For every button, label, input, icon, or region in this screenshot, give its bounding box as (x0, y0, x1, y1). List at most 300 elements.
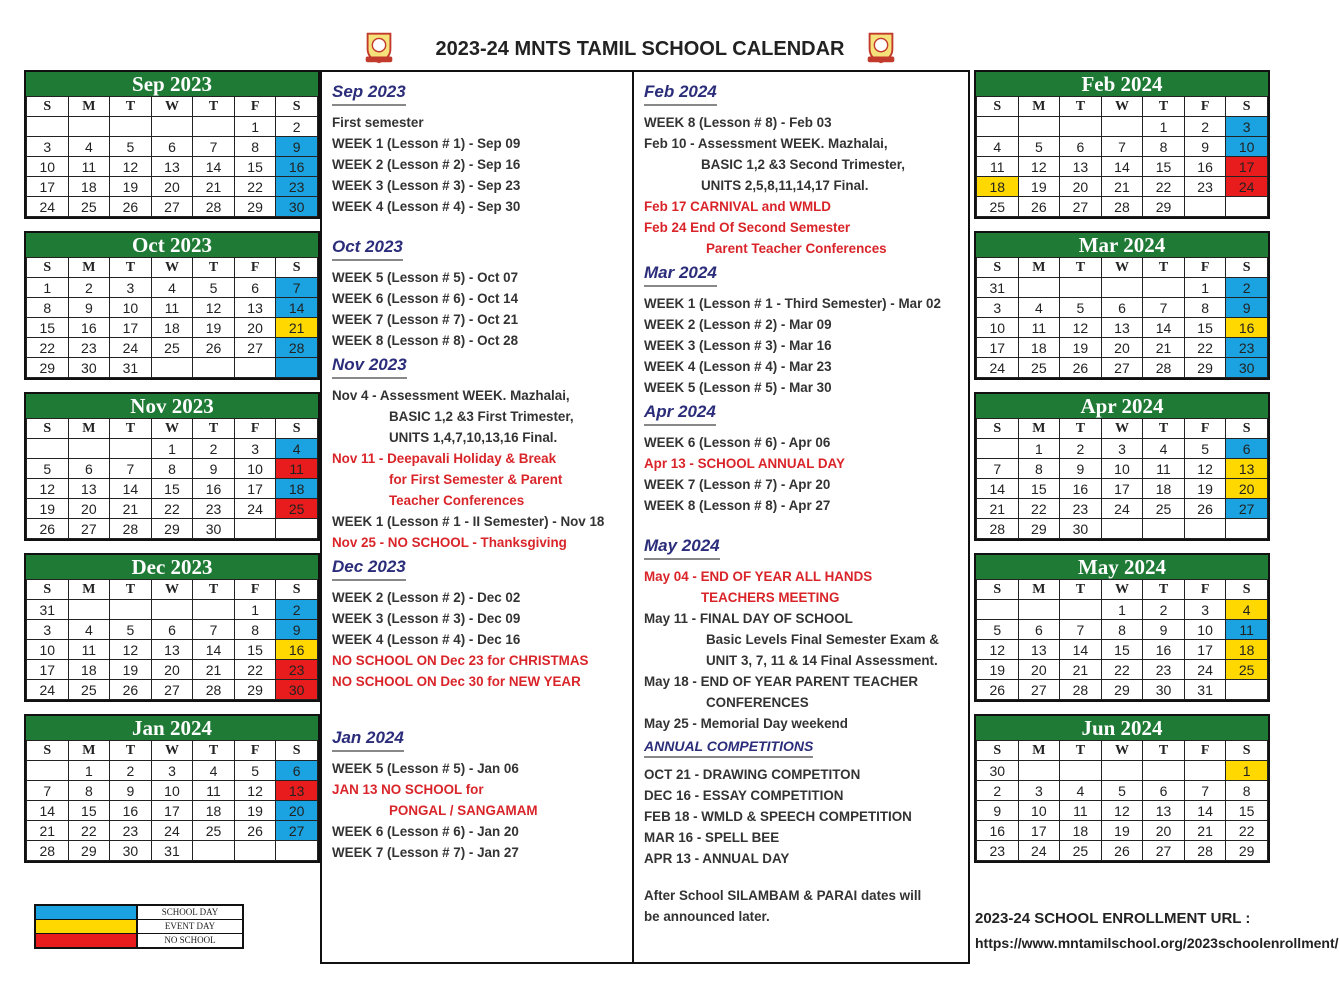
day-cell: 27 (151, 197, 193, 217)
week-row (27, 338, 318, 358)
day-cell: 19 (977, 660, 1019, 680)
weekday-header: M (1018, 741, 1060, 761)
day-cell: 11 (193, 781, 235, 801)
legend-swatch (36, 906, 138, 919)
section-wrapper (644, 398, 958, 432)
day-cell (977, 439, 1019, 459)
weekday-header: S (276, 419, 318, 439)
weekday-header: M (68, 580, 110, 600)
week-row (977, 781, 1268, 801)
day-cell: 12 (234, 781, 276, 801)
day-cell (1060, 761, 1102, 781)
day-cell: 17 (110, 318, 152, 338)
schedule-line: May 25 - Memorial Day weekend (644, 716, 848, 731)
day-cell: 23 (68, 338, 110, 358)
week-row (27, 479, 318, 499)
section-wrapper (644, 734, 958, 764)
weekday-header: M (68, 741, 110, 761)
schedule-line: WEEK 4 (Lesson # 4) - Dec 16 (332, 632, 521, 647)
section-heading: Mar 2024 (644, 263, 717, 287)
day-cell: 2 (276, 600, 318, 620)
month-calendar (974, 714, 1270, 863)
week-row (977, 298, 1268, 318)
day-cell: 3 (234, 439, 276, 459)
day-cell: 26 (110, 680, 152, 700)
week-row (27, 177, 318, 197)
day-cell (193, 358, 235, 378)
schedule-line: OCT 21 - DRAWING COMPETITON (644, 767, 861, 782)
event-line: Feb 17 CARNIVAL and WMLD (644, 199, 831, 214)
day-cell: 25 (193, 821, 235, 841)
day-cell: 2 (1184, 117, 1226, 137)
week-row (977, 117, 1268, 137)
weekday-header: M (1018, 97, 1060, 117)
day-cell: 5 (1101, 781, 1143, 801)
event-line: Nov 25 - NO SCHOOL - Thanksgiving (332, 535, 567, 550)
day-cell (27, 117, 69, 137)
day-cell: 23 (1184, 177, 1226, 197)
day-cell: 28 (27, 841, 69, 861)
day-cell: 10 (27, 157, 69, 177)
day-cell: 16 (110, 801, 152, 821)
day-cell: 24 (27, 197, 69, 217)
spacer (332, 708, 624, 724)
legend-row-school-day (36, 906, 242, 920)
week-row (27, 640, 318, 660)
day-cell: 22 (1143, 177, 1185, 197)
weekday-header: T (1060, 97, 1102, 117)
schedule-line: UNITS 2,5,8,11,14,17 Final. (701, 178, 869, 193)
schedule-line: WEEK 3 (Lesson # 3) - Dec 09 (332, 611, 521, 626)
day-cell: 12 (1184, 459, 1226, 479)
day-cell (151, 117, 193, 137)
day-cell: 13 (151, 157, 193, 177)
day-cell (1226, 197, 1268, 217)
weekday-header: T (193, 97, 235, 117)
spacer (644, 516, 958, 532)
day-cell: 5 (1018, 137, 1060, 157)
week-row (27, 318, 318, 338)
school-logo-icon (360, 28, 398, 66)
weekday-header: W (1101, 97, 1143, 117)
day-cell: 21 (1143, 338, 1185, 358)
week-row (27, 519, 318, 539)
day-cell: 3 (1226, 117, 1268, 137)
day-cell: 14 (276, 298, 318, 318)
weekday-header: T (1143, 580, 1185, 600)
day-cell: 26 (27, 519, 69, 539)
schedule-line: WEEK 6 (Lesson # 6) - Jan 20 (332, 824, 519, 839)
day-cell (27, 439, 69, 459)
week-row (27, 821, 318, 841)
day-cell: 27 (234, 338, 276, 358)
day-cell: 26 (110, 197, 152, 217)
month-calendar (24, 553, 320, 702)
day-cell (977, 600, 1019, 620)
day-cell (1143, 278, 1185, 298)
day-cell: 8 (1143, 137, 1185, 157)
day-cell: 30 (276, 680, 318, 700)
schedule-line: WEEK 7 (Lesson # 7) - Oct 21 (332, 312, 519, 327)
event-line: Parent Teacher Conferences (706, 241, 887, 256)
week-row (27, 781, 318, 801)
day-cell: 9 (977, 801, 1019, 821)
weekday-header: T (110, 258, 152, 278)
day-cell: 27 (1018, 680, 1060, 700)
day-cell: 6 (1143, 781, 1185, 801)
day-cell: 19 (193, 318, 235, 338)
day-cell: 11 (68, 157, 110, 177)
day-cell: 4 (1060, 781, 1102, 801)
month-title: Dec 2023 (26, 555, 318, 579)
section-wrapper (332, 351, 624, 385)
schedule-line: First semester (332, 115, 424, 130)
weekday-header: T (1060, 419, 1102, 439)
schedule-line: MAR 16 - SPELL BEE (644, 830, 780, 845)
day-cell: 29 (1101, 680, 1143, 700)
day-cell: 17 (1184, 640, 1226, 660)
day-cell: 16 (68, 318, 110, 338)
day-cell: 13 (68, 479, 110, 499)
legend-label: EVENT DAY (164, 921, 216, 931)
weekday-header: S (27, 97, 69, 117)
day-cell: 11 (276, 459, 318, 479)
month-calendar (974, 553, 1270, 702)
day-cell: 8 (68, 781, 110, 801)
day-cell: 3 (110, 278, 152, 298)
day-cell: 31 (27, 600, 69, 620)
day-cell: 20 (68, 499, 110, 519)
day-cell: 24 (27, 680, 69, 700)
day-cell: 9 (1184, 137, 1226, 157)
weekday-header: T (110, 580, 152, 600)
schedule-line: WEEK 7 (Lesson # 7) - Apr 20 (644, 477, 831, 492)
day-cell: 24 (151, 821, 193, 841)
weekday-header: T (1060, 741, 1102, 761)
day-cell: 24 (1226, 177, 1268, 197)
day-cell: 8 (1101, 620, 1143, 640)
schedule-line: WEEK 3 (Lesson # 3) - Mar 16 (644, 338, 832, 353)
legend-swatch (36, 920, 138, 933)
section-heading: Feb 2024 (644, 82, 717, 106)
day-cell: 22 (1018, 499, 1060, 519)
day-cell: 7 (110, 459, 152, 479)
event-line: Apr 13 - SCHOOL ANNUAL DAY (644, 456, 845, 471)
day-cell: 17 (1226, 157, 1268, 177)
day-cell (1018, 278, 1060, 298)
week-row (977, 137, 1268, 157)
day-cell: 19 (110, 660, 152, 680)
legend-row-no-school (36, 934, 242, 947)
day-cell: 27 (1060, 197, 1102, 217)
weekday-header: S (1226, 419, 1268, 439)
day-cell: 10 (1184, 620, 1226, 640)
day-cell: 5 (27, 459, 69, 479)
day-cell: 14 (193, 157, 235, 177)
day-cell: 3 (1184, 600, 1226, 620)
weekday-header: M (1018, 580, 1060, 600)
day-cell (276, 841, 318, 861)
weekday-header: S (276, 97, 318, 117)
weekday-header: T (1060, 580, 1102, 600)
weekday-header: S (27, 580, 69, 600)
event-line: for First Semester & Parent (389, 472, 563, 487)
day-cell: 6 (276, 761, 318, 781)
weekday-header: S (27, 419, 69, 439)
day-cell: 2 (977, 781, 1019, 801)
day-cell: 17 (1101, 479, 1143, 499)
weekday-header: W (1101, 258, 1143, 278)
day-cell: 11 (1060, 801, 1102, 821)
weekday-header: M (68, 419, 110, 439)
month-title: May 2024 (976, 555, 1268, 579)
weekday-header: S (977, 741, 1019, 761)
day-cell: 24 (977, 358, 1019, 378)
week-row (977, 197, 1268, 217)
weekday-header: M (68, 258, 110, 278)
day-cell: 17 (151, 801, 193, 821)
day-cell: 4 (151, 278, 193, 298)
day-cell: 3 (977, 298, 1019, 318)
day-cell: 9 (1143, 620, 1185, 640)
event-line: PONGAL / SANGAMAM (389, 803, 538, 818)
schedule-line: WEEK 7 (Lesson # 7) - Jan 27 (332, 845, 519, 860)
schedule-line: FEB 18 - WMLD & SPEECH COMPETITION (644, 809, 912, 824)
day-cell: 25 (1060, 841, 1102, 861)
section-wrapper (644, 78, 958, 112)
day-cell: 11 (1018, 318, 1060, 338)
weekday-header: T (193, 419, 235, 439)
day-cell: 8 (1184, 298, 1226, 318)
weekday-header: S (27, 258, 69, 278)
day-cell: 29 (1018, 519, 1060, 539)
event-line: NO SCHOOL ON Dec 30 for NEW YEAR (332, 674, 581, 689)
day-cell: 2 (68, 278, 110, 298)
day-cell (276, 519, 318, 539)
week-row (27, 278, 318, 298)
day-cell: 30 (276, 197, 318, 217)
weekday-header: S (977, 580, 1019, 600)
day-cell: 9 (110, 781, 152, 801)
day-cell: 19 (27, 499, 69, 519)
day-cell: 21 (110, 499, 152, 519)
day-cell: 22 (1226, 821, 1268, 841)
weekday-header: W (151, 258, 193, 278)
day-cell: 20 (1101, 338, 1143, 358)
weekday-header: W (151, 580, 193, 600)
week-row (27, 358, 318, 378)
weekday-header: F (234, 741, 276, 761)
day-cell: 4 (1143, 439, 1185, 459)
schedule-line: WEEK 8 (Lesson # 8) - Apr 27 (644, 498, 831, 513)
day-cell: 5 (1060, 298, 1102, 318)
day-cell: 7 (276, 278, 318, 298)
spacer (644, 869, 958, 885)
day-cell (1184, 761, 1226, 781)
week-row (977, 358, 1268, 378)
schedule-line: DEC 16 - ESSAY COMPETITION (644, 788, 844, 803)
day-cell: 14 (1143, 318, 1185, 338)
weekday-header: T (1143, 97, 1185, 117)
day-cell: 2 (1226, 278, 1268, 298)
day-cell: 21 (1101, 177, 1143, 197)
day-cell (110, 439, 152, 459)
enrollment-url-link[interactable]: https://www.mntamilschool.org/2023schoolenrollment/ (975, 935, 1339, 951)
day-cell: 19 (1018, 177, 1060, 197)
day-cell: 16 (1060, 479, 1102, 499)
schedule-line: WEEK 4 (Lesson # 4) - Sep 30 (332, 199, 521, 214)
day-cell: 7 (193, 137, 235, 157)
day-cell: 29 (234, 197, 276, 217)
schedule-line: UNITS 1,4,7,10,13,16 Final. (389, 430, 558, 445)
day-cell: 9 (1060, 459, 1102, 479)
day-cell: 11 (68, 640, 110, 660)
week-row (27, 137, 318, 157)
day-cell: 17 (27, 177, 69, 197)
schedule-line: WEEK 8 (Lesson # 8) - Oct 28 (332, 333, 519, 348)
day-cell: 4 (1226, 600, 1268, 620)
week-row (27, 298, 318, 318)
day-cell: 25 (977, 197, 1019, 217)
day-cell: 27 (1226, 499, 1268, 519)
day-cell: 20 (1226, 479, 1268, 499)
day-cell: 24 (1018, 841, 1060, 861)
day-cell (1101, 519, 1143, 539)
day-cell: 28 (977, 519, 1019, 539)
week-row (977, 620, 1268, 640)
day-cell: 13 (1143, 801, 1185, 821)
day-cell: 21 (977, 499, 1019, 519)
day-cell: 11 (977, 157, 1019, 177)
day-cell: 6 (151, 137, 193, 157)
weekday-header: M (1018, 419, 1060, 439)
section-heading: Apr 2024 (644, 402, 716, 426)
weekday-header: F (1184, 258, 1226, 278)
day-cell: 13 (234, 298, 276, 318)
day-cell: 18 (977, 177, 1019, 197)
day-cell: 21 (276, 318, 318, 338)
day-cell: 30 (110, 841, 152, 861)
day-cell: 22 (1184, 338, 1226, 358)
day-cell: 7 (27, 781, 69, 801)
month-calendar (24, 714, 320, 863)
day-cell (151, 600, 193, 620)
day-cell: 2 (276, 117, 318, 137)
week-row (27, 117, 318, 137)
day-cell: 26 (193, 338, 235, 358)
day-cell: 29 (1184, 358, 1226, 378)
day-cell: 13 (151, 640, 193, 660)
day-cell: 3 (27, 620, 69, 640)
day-cell: 18 (68, 660, 110, 680)
day-cell: 11 (1143, 459, 1185, 479)
week-row (977, 801, 1268, 821)
day-cell: 29 (234, 680, 276, 700)
day-cell: 3 (1018, 781, 1060, 801)
color-legend (34, 904, 244, 949)
day-cell: 4 (193, 761, 235, 781)
schedule-line: UNIT 3, 7, 11 & 14 Final Assessment. (706, 653, 938, 668)
week-row (977, 338, 1268, 358)
day-cell: 6 (68, 459, 110, 479)
month-title: Jan 2024 (26, 716, 318, 740)
day-cell: 15 (1101, 640, 1143, 660)
month-title: Oct 2023 (26, 233, 318, 257)
week-row (27, 439, 318, 459)
day-cell: 6 (1226, 439, 1268, 459)
day-cell: 17 (1018, 821, 1060, 841)
legend-swatch (36, 934, 138, 947)
page-title: 2023-24 MNTS TAMIL SCHOOL CALENDAR (435, 38, 845, 60)
day-cell: 17 (27, 660, 69, 680)
weekday-header: W (151, 419, 193, 439)
day-cell: 24 (110, 338, 152, 358)
day-cell: 10 (110, 298, 152, 318)
day-cell: 20 (1060, 177, 1102, 197)
day-cell: 12 (27, 479, 69, 499)
day-cell: 10 (1226, 137, 1268, 157)
schedule-line: Basic Levels Final Semester Exam & (706, 632, 939, 647)
day-cell: 16 (276, 640, 318, 660)
month-calendar (974, 70, 1270, 219)
day-cell: 7 (1060, 620, 1102, 640)
schedule-line: Feb 10 - Assessment WEEK. Mazhalai, (644, 136, 888, 151)
weekday-header: W (1101, 419, 1143, 439)
schedule-line: After School SILAMBAM & PARAI dates will (644, 888, 922, 903)
schedule-line: WEEK 3 (Lesson # 3) - Sep 23 (332, 178, 521, 193)
day-cell (1143, 761, 1185, 781)
day-cell: 8 (27, 298, 69, 318)
section-wrapper (332, 724, 624, 758)
week-row (977, 439, 1268, 459)
schedule-line: WEEK 2 (Lesson # 2) - Dec 02 (332, 590, 521, 605)
day-cell: 22 (234, 660, 276, 680)
weekday-header: S (276, 741, 318, 761)
day-cell: 15 (151, 479, 193, 499)
day-cell: 4 (977, 137, 1019, 157)
day-cell: 31 (977, 278, 1019, 298)
week-row (977, 157, 1268, 177)
week-row (977, 278, 1268, 298)
day-cell: 28 (1184, 841, 1226, 861)
day-cell: 13 (1018, 640, 1060, 660)
day-cell: 1 (234, 600, 276, 620)
day-cell: 12 (193, 298, 235, 318)
week-row (27, 761, 318, 781)
weekday-header: F (234, 258, 276, 278)
day-cell: 10 (1101, 459, 1143, 479)
weekday-header: T (1143, 741, 1185, 761)
day-cell: 15 (68, 801, 110, 821)
weekday-header: F (1184, 580, 1226, 600)
day-cell: 7 (977, 459, 1019, 479)
weekday-header: T (193, 741, 235, 761)
day-cell: 31 (151, 841, 193, 861)
day-cell: 20 (234, 318, 276, 338)
weekday-header: F (234, 97, 276, 117)
day-cell: 19 (1101, 821, 1143, 841)
weekday-header: S (1226, 97, 1268, 117)
day-cell: 4 (68, 620, 110, 640)
day-cell: 10 (234, 459, 276, 479)
day-cell: 18 (1018, 338, 1060, 358)
month-calendar (974, 392, 1270, 541)
day-cell: 10 (1018, 801, 1060, 821)
week-row (977, 519, 1268, 539)
weekday-header: T (110, 419, 152, 439)
day-cell: 28 (1101, 197, 1143, 217)
day-cell: 23 (1226, 338, 1268, 358)
